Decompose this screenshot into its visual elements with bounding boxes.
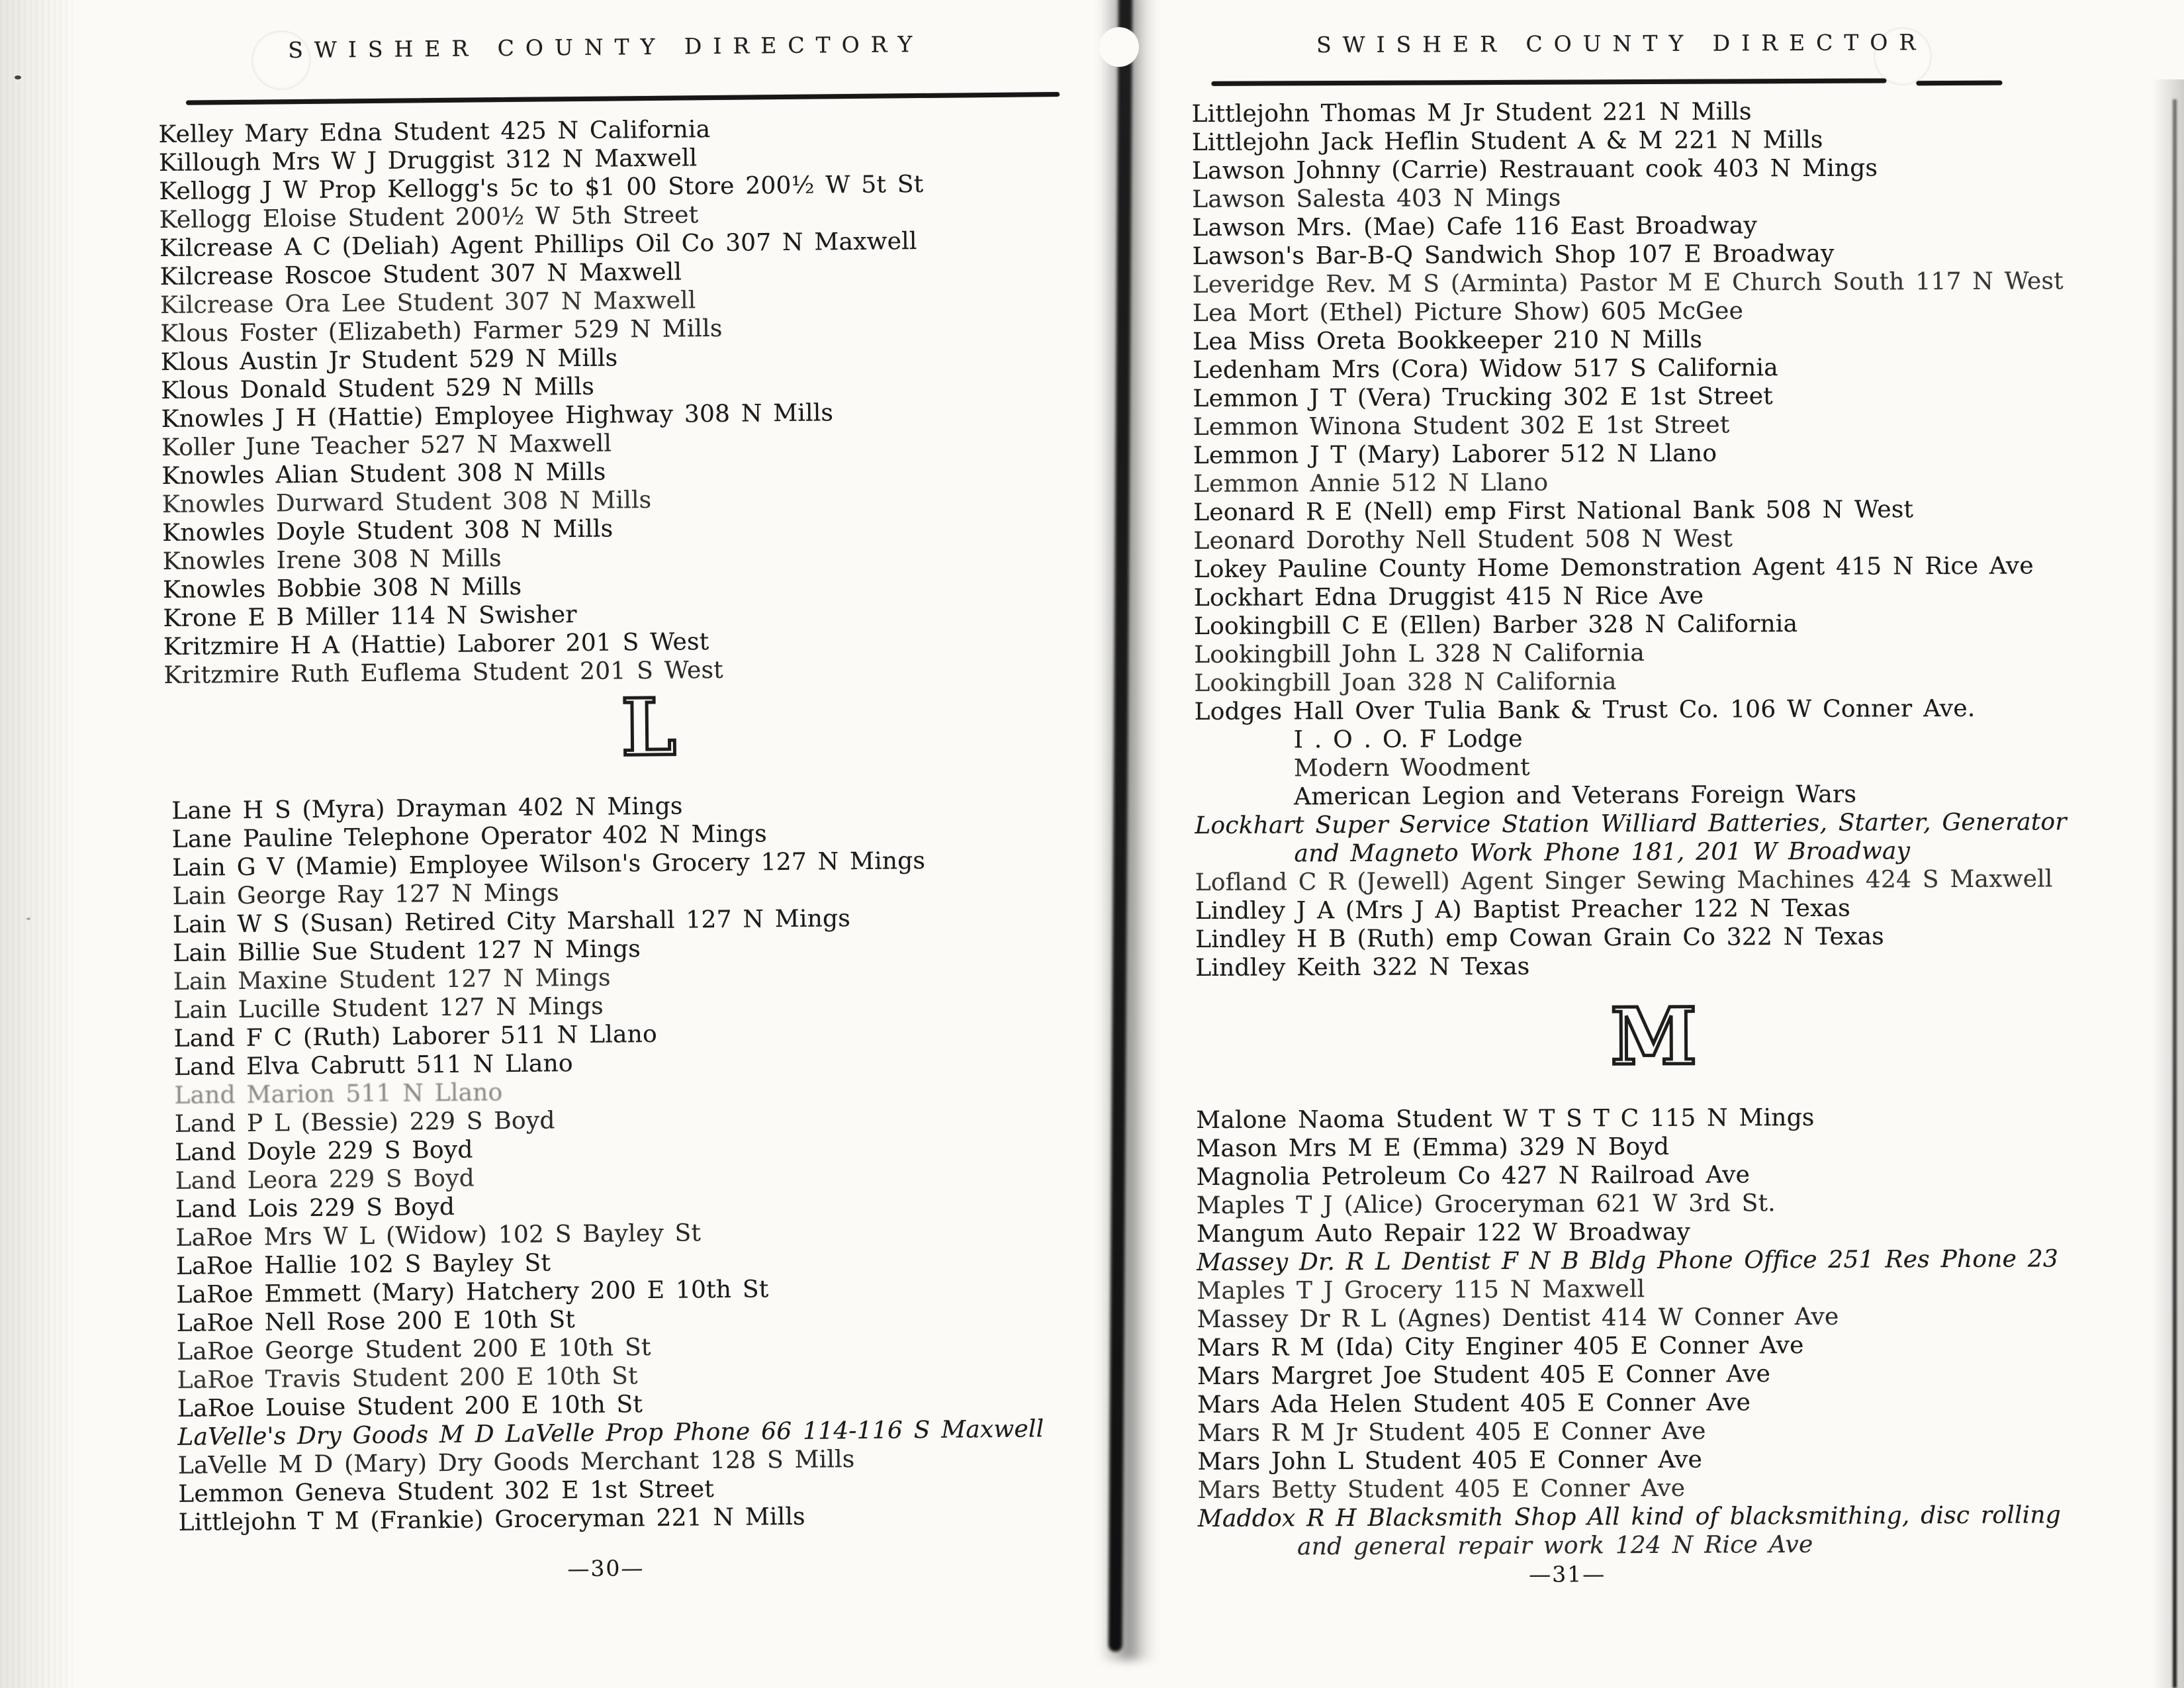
directory-entry: Lookingbill Joan 328 N California [1194,668,1617,698]
page-number: —30— [567,1555,645,1582]
directory-entry: Land P L (Bessie) 229 S Boyd [174,1107,555,1138]
header-rule [1211,78,1886,85]
directory-entry: Leonard R E (Nell) emp First National Bank 508 N West [1193,496,1914,527]
directory-entry: Kritzmire Ruth Euflema Student 201 S West [163,656,724,690]
directory-entry: Lodges Hall Over Tulia Bank & Trust Co. 106 W Conner Ave. [1194,694,1976,726]
ink-speck [26,917,30,920]
directory-entry: Land Doyle 229 S Boyd [175,1136,473,1166]
directory-entry: Lemmon Winona Student 302 E 1st Street [1193,411,1730,442]
directory-entry: Knowles Bobbie 308 N Mills [162,573,522,604]
directory-entry: Lofland C R (Jewell) Agent Singer Sewing Machines 424 S Maxwell [1195,865,2053,896]
directory-entry: and Magneto Work Phone 181, 201 W Broadway [1294,837,1911,868]
directory-entry: Mars Betty Student 405 E Conner Ave [1197,1474,1686,1504]
directory-entry: LaRoe Mrs W L (Widow) 102 S Bayley St [175,1219,702,1252]
directory-entry: Massey Dr R L (Agnes) Dentist 414 W Conner Ave [1197,1303,1839,1333]
header-rule-segment [1916,81,2002,86]
directory-entry: Littlejohn Thomas M Jr Student 221 N Mills [1191,98,1752,128]
directory-entry: Lane Pauline Telephone Operator 402 N Mings [171,820,767,853]
directory-entry: Lea Miss Oreta Bookkeeper 210 N Mills [1193,326,1703,356]
directory-entry: LaVelle M D (Mary) Dry Goods Merchant 128 S Mills [177,1446,855,1479]
directory-entry: Knowles Durward Student 308 N Mills [161,486,652,519]
directory-entry: Mars Ada Helen Student 405 E Conner Ave [1197,1389,1751,1419]
directory-entry: Lindley J A (Mrs J A) Baptist Preacher 122 N Texas [1195,894,1851,925]
directory-entry: Lain Maxine Student 127 N Mings [173,964,611,996]
directory-entries-l [1192,96,2162,982]
left-page [60,22,1108,1667]
directory-entry: Kilcrease Ora Lee Student 307 N Maxwell [159,287,696,320]
page-header: SWISHER COUNTY DIRECTOR [1316,29,1927,58]
directory-entry: Leonard Dorothy Nell Student 508 N West [1193,525,1733,555]
directory-entry: LaRoe Louise Student 200 E 10th St [177,1391,643,1423]
directory-entry: Klous Austin Jr Student 529 N Mills [160,344,618,377]
directory-entry: Massey Dr. R L Dentist F N B Bldg Phone Office 251 Res Phone 23 [1197,1245,2059,1276]
directory-entry: Lain W S (Susan) Retired City Marshall 127 N Mings [172,905,851,939]
directory-entry: Lemmon J T (Mary) Laborer 512 N Llano [1193,440,1717,470]
directory-entry: LaRoe Hallie 102 S Bayley St [175,1249,551,1280]
directory-entry: Lindley Keith 322 N Texas [1195,953,1530,982]
directory-entry: LaRoe Emmett (Mary) Hatchery 200 E 10th St [176,1276,769,1309]
directory-entry: Lindley H B (Ruth) emp Cowan Grain Co 322 N Texas [1195,923,1884,953]
directory-entry: Knowles Alian Student 308 N Mills [161,458,606,491]
directory-entry: Maddox R H Blacksmith Shop All kind of blacksmithing, disc rolling [1197,1501,2062,1532]
directory-entry: Lemmon Geneva Student 302 E 1st Street [178,1476,715,1508]
directory-entry: Magnolia Petroleum Co 427 N Railroad Ave [1196,1161,1751,1191]
directory-entry: Mars John L Student 405 E Conner Ave [1197,1446,1703,1476]
directory-entry: LaRoe Nell Rose 200 E 10th St [176,1306,576,1337]
directory-entry: Knowles J H (Hattie) Employee Highway 308 N Mills [161,399,834,434]
section-letter-m: M [1610,990,1698,1083]
directory-entry: American Legion and Veterans Foreign Wars [1294,780,1857,811]
directory-entry: Modern Woodment [1293,753,1530,782]
directory-entry: Lain Billie Sue Student 127 N Mings [173,935,641,967]
directory-entry: Ledenham Mrs (Cora) Widow 517 S California [1193,354,1778,385]
directory-entry: Lawson Salesta 403 N Mings [1192,184,1561,214]
directory-entry: Mars R M (Ida) City Enginer 405 E Conner Ave [1197,1331,1804,1362]
directory-entry: Mars Margret Joe Student 405 E Conner Ave [1197,1360,1771,1390]
directory-entry: I . O . O. F Lodge [1293,725,1523,754]
directory-entry: Klous Foster (Elizabeth) Farmer 529 N Mills [160,314,723,348]
directory-entry: LaRoe Travis Student 200 E 10th St [177,1362,638,1394]
directory-entry: and general repair work 124 N Rice Ave [1297,1530,1813,1561]
directory-entry: Kritzmire H A (Hattie) Laborer 201 S West [163,628,709,661]
directory-entry: Land Elva Cabrutt 511 N Llano [173,1050,573,1081]
directory-entry: Kelley Mary Edna Student 425 N California [158,116,711,149]
directory-entry: Lea Mort (Ethel) Picture Show) 605 McGee [1192,297,1744,328]
page-header: SWISHER COUNTY DIRECTORY [288,30,924,64]
directory-entry: Knowles Irene 308 N Mills [162,545,502,576]
directory-entry: Maples T J (Alice) Groceryman 621 W 3rd St. [1196,1190,1776,1219]
directory-entries-k [158,111,1130,690]
directory-entry: Lockhart Edna Druggist 415 N Rice Ave [1193,582,1704,612]
directory-entry: Lemmon J T (Vera) Trucking 302 E 1st Street [1193,383,1773,413]
directory-entry: LaRoe George Student 200 E 10th St [176,1334,651,1366]
directory-entry: Littlejohn Jack Heflin Student A & M 221 N Mills [1191,126,1823,157]
directory-entry: Knowles Doyle Student 308 N Mills [162,515,614,547]
directory-entry: Lawson's Bar-B-Q Sandwich Shop 107 E Broadway [1192,240,1835,271]
directory-entry: Littlejohn T M (Frankie) Groceryman 221 N Mills [178,1503,805,1536]
directory-entry: Lockhart Super Service Station Williard Batteries, Starter, Generator [1195,808,2067,839]
directory-entry: Killough Mrs W J Druggist 312 N Maxwell [158,144,698,177]
right-page [1125,17,2178,1663]
directory-entry: Lemmon Annie 512 N Llano [1193,469,1549,498]
directory-entry: Malone Naoma Student W T S T C 115 N Mings [1196,1103,1815,1134]
directory-entry: Lain G V (Mamie) Employee Wilson's Grocery 127 N Mings [171,847,926,882]
directory-entry: Lookingbill C E (Ellen) Barber 328 N California [1193,610,1798,641]
directory-entry: Koller June Teacher 527 N Maxwell [161,430,612,462]
directory-entry: Kellogg J W Prop Kellogg's 5c to $1 00 Store 200½ W 5t St [159,170,924,206]
header-rule [186,92,1060,105]
directory-entry: Lawson Johnny (Carrie) Restrauant cook 403 N Mings [1191,154,1878,185]
ink-speck [15,75,21,79]
directory-entry: Leveridge Rev. M S (Arminta) Pastor M E Church South 117 N West [1192,267,2064,299]
directory-entry: Mason Mrs M E (Emma) 329 N Boyd [1196,1133,1670,1162]
directory-entry: Lokey Pauline County Home Demonstration Agent 415 N Rice Ave [1193,552,2034,584]
directory-entry: Mars R M Jr Student 405 E Conner Ave [1197,1417,1706,1447]
directory-entry: Lain Lucille Student 127 N Mings [173,992,604,1024]
directory-entry: Land F C (Ruth) Laborer 511 N Llano [173,1020,658,1053]
directory-entry: Mangum Auto Repair 122 W Broadway [1196,1218,1691,1248]
directory-entry: Klous Donald Student 529 N Mills [161,373,595,405]
directory-entry: Lookingbill John L 328 N California [1194,639,1645,669]
directory-entry: Kilcrease A C (Deliah) Agent Phillips Oil Co 307 N Maxwell [159,228,917,263]
page-number: —31— [1529,1561,1606,1587]
section-letter-l: L [621,680,677,774]
directory-entry: Land Leora 229 S Boyd [175,1164,475,1195]
directory-entries-m [1196,1102,2164,1562]
directory-entry: Land Lois 229 S Boyd [175,1193,455,1223]
directory-entry: Maples T J Grocery 115 N Maxwell [1197,1276,1645,1305]
directory-entry: Lawson Mrs. (Mae) Cafe 116 East Broadway [1192,212,1758,242]
directory-entry: Kellogg Eloise Student 200½ W 5th Street [159,201,699,234]
directory-entry: Lane H S (Myra) Drayman 402 N Mings [171,792,683,825]
directory-entry: Krone E B Miller 114 N Swisher [163,601,577,633]
directory-entry: LaVelle's Dry Goods M D LaVelle Prop Phone 66 114-116 S Maxwell [177,1415,1044,1451]
directory-entries-l [171,788,1145,1537]
directory-entry: Land Marion 511 N Llano [174,1079,503,1109]
directory-entry: Kilcrease Roscoe Student 307 N Maxwell [159,258,682,291]
directory-entry: Lain George Ray 127 N Mings [172,879,559,910]
